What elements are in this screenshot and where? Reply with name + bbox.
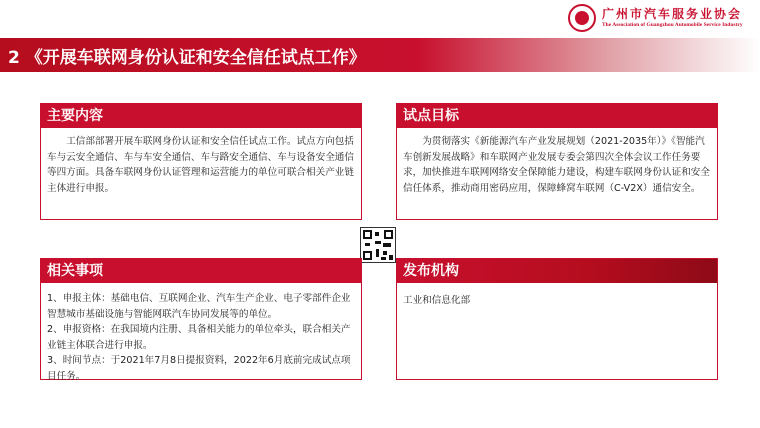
panel-related-matters-list — [47, 291, 355, 384]
list-item: 2、申报资格：在我国境内注册、具备相关能力的单位牵头，联合相关产业链主体联合进行申报。 — [47, 324, 351, 351]
list-item: 3、时间节点：于2021年7月8日提报资料，2022年6月底前完成试点项目任务。 — [47, 355, 351, 382]
panel-main-content — [40, 103, 362, 220]
logo-english-name: The Association of Guangzhou Automobile Service Industry — [602, 22, 743, 28]
panel-related-matters-heading: 相关事项 — [41, 259, 361, 283]
panel-related-matters — [40, 258, 362, 380]
panel-pilot-goal — [396, 103, 718, 220]
page-title: 2 《开展车联网身份认证和安全信任试点工作》 — [8, 48, 366, 68]
logo-chinese-name: 广州市汽车服务业协会 — [602, 7, 743, 21]
title-bar — [0, 38, 760, 72]
panel-main-content-text: 工信部部署开展车联网身份认证和安全信任试点工作。试点方向包括车与云安全通信、车与车安全通信、车与路安全通信、车与设备安全通信等四方面。具备车联网身份认证管理和运营能力的单位可联合相关产业链主体进行申报。 — [47, 136, 354, 194]
list-item: 1、申报主体：基础电信、互联网企业、汽车生产企业、电子零部件企业智慧城市基础设施与智能网联汽车协同发展等的单位。 — [47, 293, 351, 320]
panel-publisher-heading: 发布机构 — [397, 259, 717, 283]
association-logo — [566, 4, 756, 34]
panel-publisher — [396, 258, 718, 380]
panel-main-content-heading: 主要内容 — [41, 104, 361, 128]
qr-code-icon — [360, 227, 396, 263]
panel-publisher-text: 工业和信息化部 — [403, 295, 471, 306]
panel-pilot-goal-heading: 试点目标 — [397, 104, 717, 128]
panel-pilot-goal-text: 为贯彻落实《新能源汽车产业发展规划（2021-2035年）》《智能汽车创新发展战略》和车联网产业发展专委会第四次全体会议工作任务要求，加快推进车联网网络安全保障能力建设，构建车联网身份认证和安全信任体系，推动商用密码应用，保障蜂窝车联网（C-V2X）通信安全。 — [403, 136, 710, 194]
association-seal-icon — [568, 4, 596, 32]
